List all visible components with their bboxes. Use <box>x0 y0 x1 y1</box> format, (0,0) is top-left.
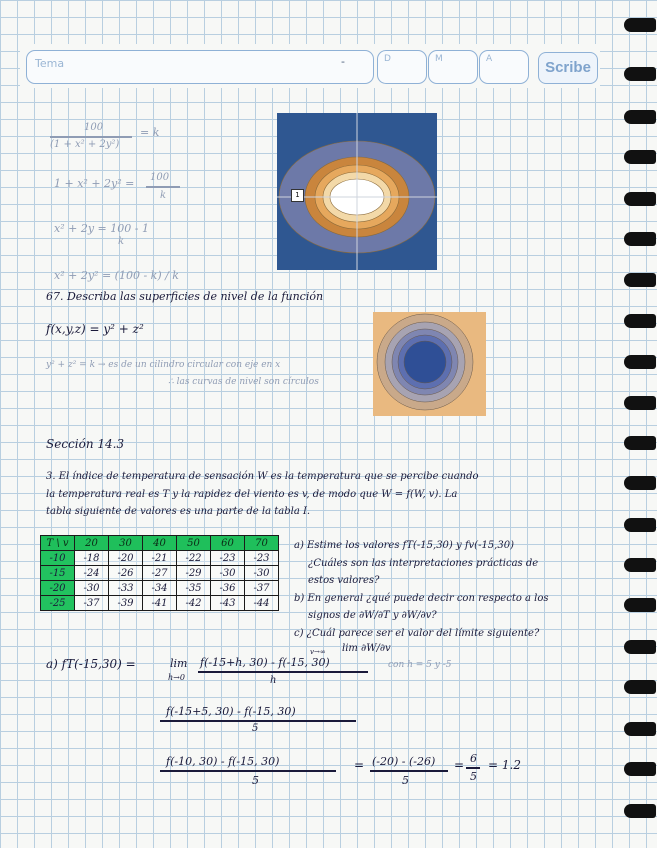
ring-icon <box>624 192 656 206</box>
table-cell: -37 <box>75 596 109 611</box>
ring-icon <box>624 232 656 246</box>
table-cell: -27 <box>143 566 177 581</box>
ring-icon <box>624 680 656 694</box>
contour-plot-circles <box>373 312 486 416</box>
table-cell: -42 <box>177 596 211 611</box>
eq2-left: 1 + x² + 2y² = <box>54 177 135 190</box>
month-field[interactable] <box>428 50 478 84</box>
result-value: = 1.2 <box>488 758 521 772</box>
table-cell: -18 <box>75 551 109 566</box>
step3-fraction-bar <box>370 770 448 772</box>
table-cell: -23 <box>245 551 279 566</box>
table-cell: -30 <box>75 581 109 596</box>
step4-fraction-bar <box>466 767 480 769</box>
function-definition: f(x,y,z) = y² + z² <box>46 322 144 336</box>
ring-icon <box>624 436 656 450</box>
question-a: a) Estime los valores fT(-15,30) y fv(-15,30) <box>294 540 514 551</box>
eq1-numerator: 100 <box>84 122 104 133</box>
table-header-cell: T \ v <box>41 536 75 551</box>
ring-icon <box>624 110 656 124</box>
table-row <box>41 596 279 611</box>
table-cell: -36 <box>211 581 245 596</box>
table-header-cell: 40 <box>143 536 177 551</box>
table-cell: -41 <box>143 596 177 611</box>
year-field-label: A <box>486 54 493 64</box>
year-field[interactable] <box>479 50 529 84</box>
ring-icon <box>624 762 656 776</box>
eq1-denominator: (1 + x² + 2y²) <box>50 139 120 150</box>
ring-icon <box>624 355 656 369</box>
ring-icon <box>624 67 656 81</box>
ring-icon <box>624 518 656 532</box>
question-a-line-3: estos valores? <box>308 575 380 586</box>
step3-numerator: (-20) - (-26) <box>372 755 436 768</box>
section-heading: Sección 14.3 <box>46 437 125 451</box>
table-header-cell: 20 <box>75 536 109 551</box>
equals-sign-2: = <box>454 758 465 772</box>
table-row <box>41 551 279 566</box>
day-field[interactable] <box>377 50 427 84</box>
table-row <box>41 581 279 596</box>
contour-plot-circles-svg <box>373 312 486 416</box>
table-cell: -26 <box>109 566 143 581</box>
step1-denominator: 5 <box>252 723 259 734</box>
answer-numerator: f(-15+h, 30) - f(-15, 30) <box>200 656 330 669</box>
equals-sign: = <box>354 758 365 772</box>
ring-icon <box>624 396 656 410</box>
problem-3-line-1: 3. El índice de temperatura de sensación W es la temperatura que se percibe cuando <box>46 471 479 482</box>
table-header-cell: 60 <box>211 536 245 551</box>
table-cell: -24 <box>75 566 109 581</box>
brand-logo: Scribe <box>538 52 598 84</box>
table-cell: -25 <box>41 596 75 611</box>
topic-field-dash: - <box>341 55 345 68</box>
ring-icon <box>624 18 656 32</box>
answer-limit-sub: h→0 <box>168 673 185 682</box>
step2-fraction-bar <box>160 770 336 772</box>
eq2-denominator: k <box>160 190 167 201</box>
table-cell: -20 <box>109 551 143 566</box>
eq3-denominator: k <box>118 236 125 247</box>
question-b: b) En general ¿qué puede decir con respecto a los <box>294 593 549 604</box>
step2-numerator: f(-10, 30) - f(-15, 30) <box>166 755 280 768</box>
step2-denominator: 5 <box>252 774 259 787</box>
step1-numerator: f(-15+5, 30) - f(-15, 30) <box>166 705 296 718</box>
ring-icon <box>624 476 656 490</box>
ring-icon <box>624 598 656 612</box>
question-c: c) ¿Cuál parece ser el valor del límite siguiente? <box>294 628 540 639</box>
answer-h-note: con h = 5 y -5 <box>388 660 452 670</box>
table-header-cell: 50 <box>177 536 211 551</box>
eq2-numerator: 100 <box>150 172 170 183</box>
answer-a-label: a) fT(-15,30) = <box>46 657 136 671</box>
step4-numerator: 6 <box>470 752 477 765</box>
step3-denominator: 5 <box>402 774 409 787</box>
answer-limit: lim <box>170 657 188 670</box>
plot-label-box: 1 <box>291 189 304 202</box>
answer-fraction-bar <box>198 671 368 673</box>
table-cell: -44 <box>245 596 279 611</box>
ring-icon <box>624 558 656 572</box>
day-field-label: D <box>384 54 391 64</box>
table-cell: -33 <box>109 581 143 596</box>
eq1-right: = k <box>140 126 160 139</box>
table-cell: -35 <box>177 581 211 596</box>
month-field-label: M <box>435 54 443 64</box>
table-cell: -30 <box>211 566 245 581</box>
contour-plot-ellipses <box>277 113 437 270</box>
question-b-line-2: signos de ∂W/∂T y ∂W/∂v? <box>308 610 437 621</box>
table-cell: -10 <box>41 551 75 566</box>
question-c-limit: lim ∂W/∂v <box>342 643 391 654</box>
table-cell: -43 <box>211 596 245 611</box>
table-cell: -39 <box>109 596 143 611</box>
table-cell: -23 <box>211 551 245 566</box>
topic-field-label: Tema <box>35 57 65 70</box>
table-cell: -22 <box>177 551 211 566</box>
question-67: 67. Describa las superficies de nivel de la función <box>46 290 324 303</box>
table-header-cell: 30 <box>109 536 143 551</box>
step4-denominator: 5 <box>470 770 477 783</box>
ring-icon <box>624 722 656 736</box>
table-row <box>41 566 279 581</box>
question-a-line-2: ¿Cuáles son las interpretaciones prácticas de <box>308 558 539 569</box>
table-cell: -29 <box>177 566 211 581</box>
table-cell: -21 <box>143 551 177 566</box>
ring-icon <box>624 150 656 164</box>
ring-icon <box>624 804 656 818</box>
table-cell: -20 <box>41 581 75 596</box>
table-header-row <box>41 536 279 551</box>
wind-chill-table <box>40 535 279 611</box>
eq2-fraction-bar <box>146 186 180 188</box>
level-surface-description: y² + z² = k → es de un cilindro circular con eje en x <box>46 360 281 370</box>
question-c-limit-sub: v→∞ <box>310 648 326 656</box>
table-cell: -15 <box>41 566 75 581</box>
ring-icon <box>624 640 656 654</box>
eq4: x² + 2y² = (100 - k) / k <box>54 269 179 282</box>
ring-icon <box>624 314 656 328</box>
step1-fraction-bar <box>160 720 356 722</box>
answer-denominator: h <box>270 675 277 686</box>
eq3: x² + 2y = 100 - 1 <box>54 222 149 235</box>
table-cell: -30 <box>245 566 279 581</box>
problem-3-line-2: la temperatura real es T y la rapidez del viento es v, de modo que W = f(W, v). La <box>46 489 458 500</box>
ring-icon <box>624 273 656 287</box>
level-curves-conclusion: ∴ las curvas de nivel son círculos <box>168 377 319 387</box>
problem-3-line-3: tabla siguiente de valores es una parte de la tabla I. <box>46 506 311 517</box>
table-cell: -37 <box>245 581 279 596</box>
topic-field[interactable] <box>26 50 374 84</box>
eq1-fraction-bar <box>50 136 132 138</box>
table-cell: -34 <box>143 581 177 596</box>
wind-chill-table-body <box>41 536 279 611</box>
table-header-cell: 70 <box>245 536 279 551</box>
